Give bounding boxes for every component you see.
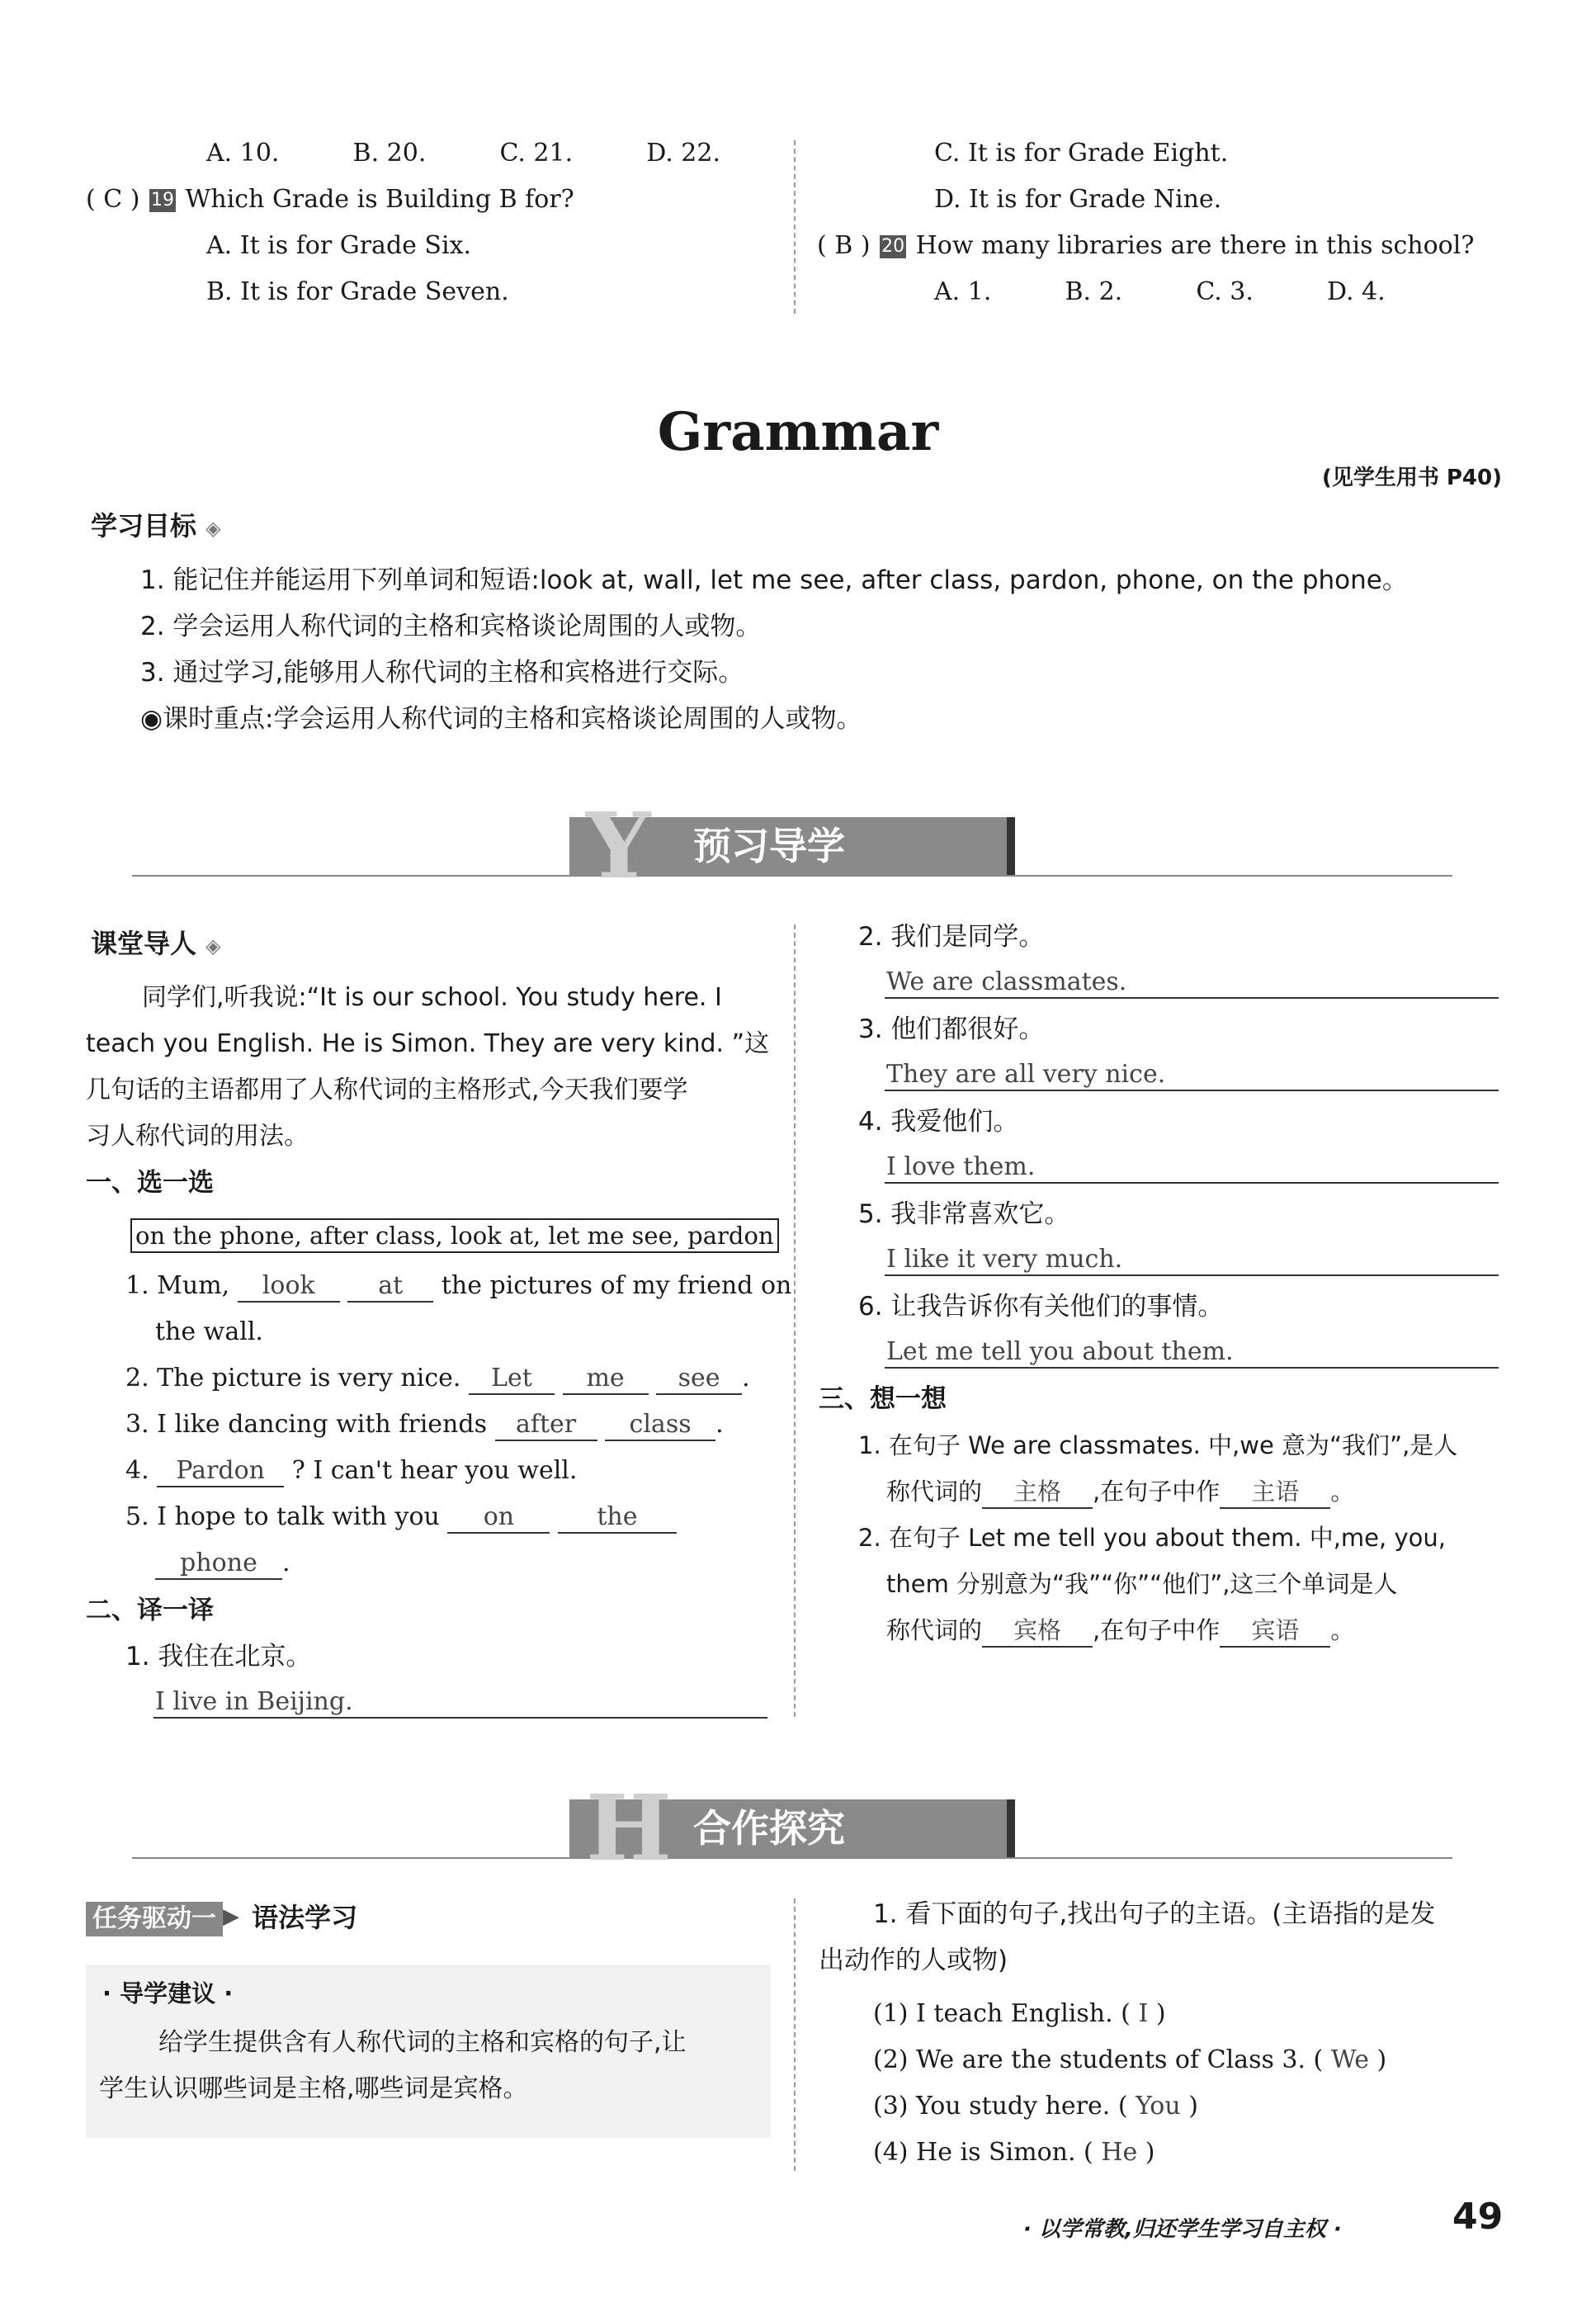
- q18-options: [206, 139, 720, 168]
- part1-q5: [125, 1502, 677, 1534]
- q19-option-b: B. It is for Grade Seven.: [206, 277, 509, 306]
- banner2-endbar: [1007, 1799, 1015, 1857]
- think-2-text-a: 称代词的: [886, 1616, 983, 1644]
- goal-3: 3. 通过学习,能够用人称代词的主格和宾格进行交际。: [140, 658, 744, 688]
- think-2-line-2: them 分别意为“我”“你”“他们”,这三个单词是人: [886, 1570, 1398, 1598]
- q18-option-a: A. 10.: [206, 139, 280, 168]
- intro-heading: [91, 928, 221, 962]
- subject-item-2-end: ): [1376, 2045, 1387, 2074]
- task-header: [86, 1902, 357, 1936]
- q18-option-c: C. 21.: [499, 139, 574, 168]
- advice-line-1: 给学生提供含有人称代词的主格和宾格的句子,让: [158, 2028, 687, 2057]
- think-2-text-c: 。: [1330, 1616, 1355, 1644]
- translate-5-question: 5. 我非常喜欢它。: [858, 1199, 1070, 1229]
- task-title: 语法学习: [252, 1902, 358, 1933]
- think-1-text-a: 称代词的: [886, 1478, 983, 1506]
- translate-1-answer: I live in Beijing.: [155, 1687, 353, 1716]
- subject-item-1-end: ): [1155, 1999, 1166, 2028]
- q19-stem: [86, 185, 574, 215]
- q20-option-b: B. 2.: [1065, 277, 1123, 306]
- goal-1: 1. 能记住并能运用下列单词和短语:look at, wall, let me see, after class, pardon, phone, on the phone。: [140, 565, 1408, 595]
- translate-3-answer: They are all very nice.: [886, 1060, 1166, 1089]
- q3-blank-1: after: [495, 1410, 597, 1441]
- intro-line-3: 几句话的主语都用了人称代词的主格形式,今天我们要学: [86, 1076, 688, 1104]
- q19-option-d: D. It is for Grade Nine.: [934, 185, 1222, 214]
- q1-continuation: the wall.: [155, 1317, 263, 1346]
- translate-3-line: [885, 1090, 1499, 1091]
- advice-line-2: 学生认识哪些词是主格,哪些词是宾格。: [99, 2074, 528, 2103]
- q20-text: How many libraries are there in this school?: [915, 231, 1475, 260]
- q20-options: [934, 277, 1386, 307]
- q5-blank-2: the: [558, 1502, 677, 1534]
- goals-heading-text: 学习目标: [91, 510, 197, 541]
- translate-2-line: [885, 997, 1499, 999]
- part3-heading: 三、想一想: [819, 1384, 947, 1414]
- q1-text-end: the pictures of my friend on: [441, 1271, 792, 1300]
- subject-item-3-answer: You: [1136, 2092, 1181, 2121]
- translate-3-question: 3. 他们都很好。: [858, 1014, 1045, 1044]
- translate-6-line: [885, 1367, 1499, 1369]
- subject-item-3-text: (3) You study here. (: [873, 2092, 1128, 2121]
- lesson-focus: ◉课时重点:学会运用人称代词的主格和宾格谈论周围的人或物。: [140, 704, 862, 734]
- part1-q3: 3. I like dancing with friends after class .: [125, 1410, 724, 1441]
- part1-q5-continuation: phone .: [155, 1549, 290, 1580]
- translate-5-answer: I like it very much.: [886, 1245, 1123, 1274]
- think-2-blank-1: 宾格: [982, 1615, 1093, 1648]
- q5-blank-1: on: [447, 1502, 550, 1534]
- advice-heading: · 导学建议 ·: [102, 1979, 234, 2007]
- banner1-letter: Y: [586, 792, 651, 899]
- q3-blank-2: class: [605, 1410, 715, 1441]
- q19-option-a: A. It is for Grade Six.: [206, 231, 472, 260]
- think-2-line-3: [886, 1615, 1354, 1648]
- banner2-rule: [132, 1857, 1452, 1859]
- part1-q1: [125, 1271, 791, 1303]
- goal-2: 2. 学会运用人称代词的主格和宾格谈论周围的人或物。: [140, 612, 762, 641]
- page-title: Grammar: [657, 401, 939, 463]
- translate-1-question: 1. 我住在北京。: [125, 1642, 312, 1671]
- part1-q2: 2. The picture is very nice. Let me see .: [125, 1364, 750, 1395]
- translate-1-line: [153, 1717, 767, 1719]
- banner1-endbar: [1007, 817, 1015, 875]
- subject-item-1-text: (1) I teach English. (: [873, 1999, 1131, 2028]
- translate-2-answer: We are classmates.: [886, 967, 1127, 996]
- banner2-letter: H: [586, 1775, 672, 1881]
- subject-item-4-text: (4) He is Simon. (: [873, 2138, 1093, 2167]
- think-2-line-1: 2. 在句子 Let me tell you about them. 中,me, you,: [858, 1524, 1446, 1552]
- q3-text: 3. I like dancing with friends: [125, 1410, 487, 1439]
- q5-blank-3: phone: [155, 1549, 282, 1580]
- translate-5-line: [885, 1274, 1499, 1276]
- translate-4-line: [885, 1182, 1499, 1184]
- part1-heading: 一、选一选: [86, 1168, 214, 1198]
- q2-blank-1: Let: [469, 1364, 555, 1395]
- column-divider-mid: [794, 924, 796, 1717]
- word-box: on the phone, after class, look at, let me see, pardon: [130, 1218, 779, 1253]
- q19-option-c: C. It is for Grade Eight.: [934, 139, 1229, 168]
- q20-option-d: D. 4.: [1327, 277, 1386, 306]
- q18-option-d: D. 22.: [646, 139, 720, 168]
- q20-stem: [817, 231, 1474, 261]
- q4-text: 4.: [125, 1456, 149, 1485]
- q20-answer: ( B ): [817, 231, 871, 260]
- subject-item-1: [873, 1999, 1166, 2029]
- q1-blank-2: at: [347, 1271, 433, 1303]
- subject-item-2-answer: We: [1330, 2045, 1369, 2074]
- subject-item-4: [873, 2138, 1155, 2168]
- q20-option-c: C. 3.: [1196, 277, 1254, 306]
- diamond-icon: ◈: [205, 934, 221, 958]
- subject-item-3-end: ): [1188, 2092, 1198, 2121]
- think-1-line-2: [886, 1476, 1354, 1509]
- find-subject-line-2: 出动作的人或物): [819, 1946, 1008, 1975]
- q20-number: 20: [881, 236, 905, 257]
- intro-heading-text: 课堂导人: [91, 928, 197, 959]
- translate-6-question: 6. 让我告诉你有关他们的事情。: [858, 1292, 1224, 1322]
- triangle-right-icon: ▶: [223, 1904, 239, 1929]
- translate-6-answer: Let me tell you about them.: [886, 1337, 1234, 1366]
- q5-text: 5. I hope to talk with you: [125, 1502, 440, 1531]
- intro-line-4: 习人称代词的用法。: [86, 1122, 309, 1151]
- banner2-label: 合作探究: [693, 1806, 845, 1851]
- intro-line-2: teach you English. He is Simon. They are very kind. ”这: [86, 1029, 770, 1058]
- think-2-text-b: ,在句子中作: [1093, 1616, 1221, 1644]
- q20-option-a: A. 1.: [934, 277, 992, 306]
- q1-text: 1. Mum,: [125, 1271, 230, 1300]
- translate-4-answer: I love them.: [886, 1152, 1036, 1181]
- goals-heading: [91, 510, 221, 544]
- banner-preview-study: [569, 792, 1015, 899]
- q2-blank-3: see: [656, 1364, 742, 1395]
- banner-cooperative-inquiry: [569, 1775, 1015, 1881]
- column-divider-top: [794, 140, 796, 314]
- think-1-text-b: ,在句子中作: [1093, 1478, 1221, 1506]
- q4-text-end: ? I can't hear you well.: [291, 1456, 578, 1485]
- subject-item-2: [873, 2045, 1386, 2075]
- translate-4-question: 4. 我爱他们。: [858, 1107, 1019, 1137]
- subject-item-1-answer: I: [1138, 1999, 1149, 2028]
- subject-item-2-text: (2) We are the students of Class 3. (: [873, 2045, 1324, 2074]
- page-number: 49: [1452, 2196, 1504, 2238]
- think-1-blank-1: 主格: [982, 1476, 1093, 1509]
- part1-q4: [125, 1456, 577, 1487]
- find-subject-line-1: 1. 看下面的句子,找出句子的主语。(主语指的是发: [873, 1899, 1436, 1929]
- column-divider-bottom: [794, 1898, 796, 2171]
- q4-blank-1: Pardon: [157, 1456, 284, 1487]
- q19-number: 19: [150, 190, 174, 210]
- page-reference: (见学生用书 P40): [1321, 466, 1502, 490]
- part2-heading: 二、译一译: [86, 1596, 214, 1625]
- task-tag: 任务驱动一: [86, 1902, 223, 1936]
- q19-answer: ( C ): [86, 185, 140, 214]
- translate-2-question: 2. 我们是同学。: [858, 922, 1045, 952]
- banner1-rule: [132, 875, 1452, 877]
- subject-item-4-answer: He: [1101, 2138, 1138, 2167]
- subject-item-3: [873, 2092, 1198, 2121]
- q19-text: Which Grade is Building B for?: [185, 185, 574, 214]
- think-1-line-1: 1. 在句子 We are classmates. 中,we 意为“我们”,是人: [858, 1431, 1458, 1459]
- q18-option-b: B. 20.: [352, 139, 427, 168]
- intro-line-1: 同学们,听我说:“It is our school. You study here. I: [142, 983, 722, 1012]
- diamond-icon: ◈: [205, 517, 221, 540]
- think-1-blank-2: 主语: [1220, 1476, 1330, 1509]
- subject-item-4-end: ): [1145, 2138, 1155, 2167]
- think-1-text-c: 。: [1330, 1478, 1355, 1506]
- q1-blank-1: look: [238, 1271, 340, 1303]
- footer-slogan: · 以学常教,归还学生学习自主权 ·: [1023, 2217, 1342, 2242]
- think-2-blank-2: 宾语: [1220, 1615, 1330, 1648]
- q2-blank-2: me: [563, 1364, 649, 1395]
- q2-text: 2. The picture is very nice.: [125, 1364, 461, 1393]
- banner1-label: 预习导学: [693, 824, 845, 868]
